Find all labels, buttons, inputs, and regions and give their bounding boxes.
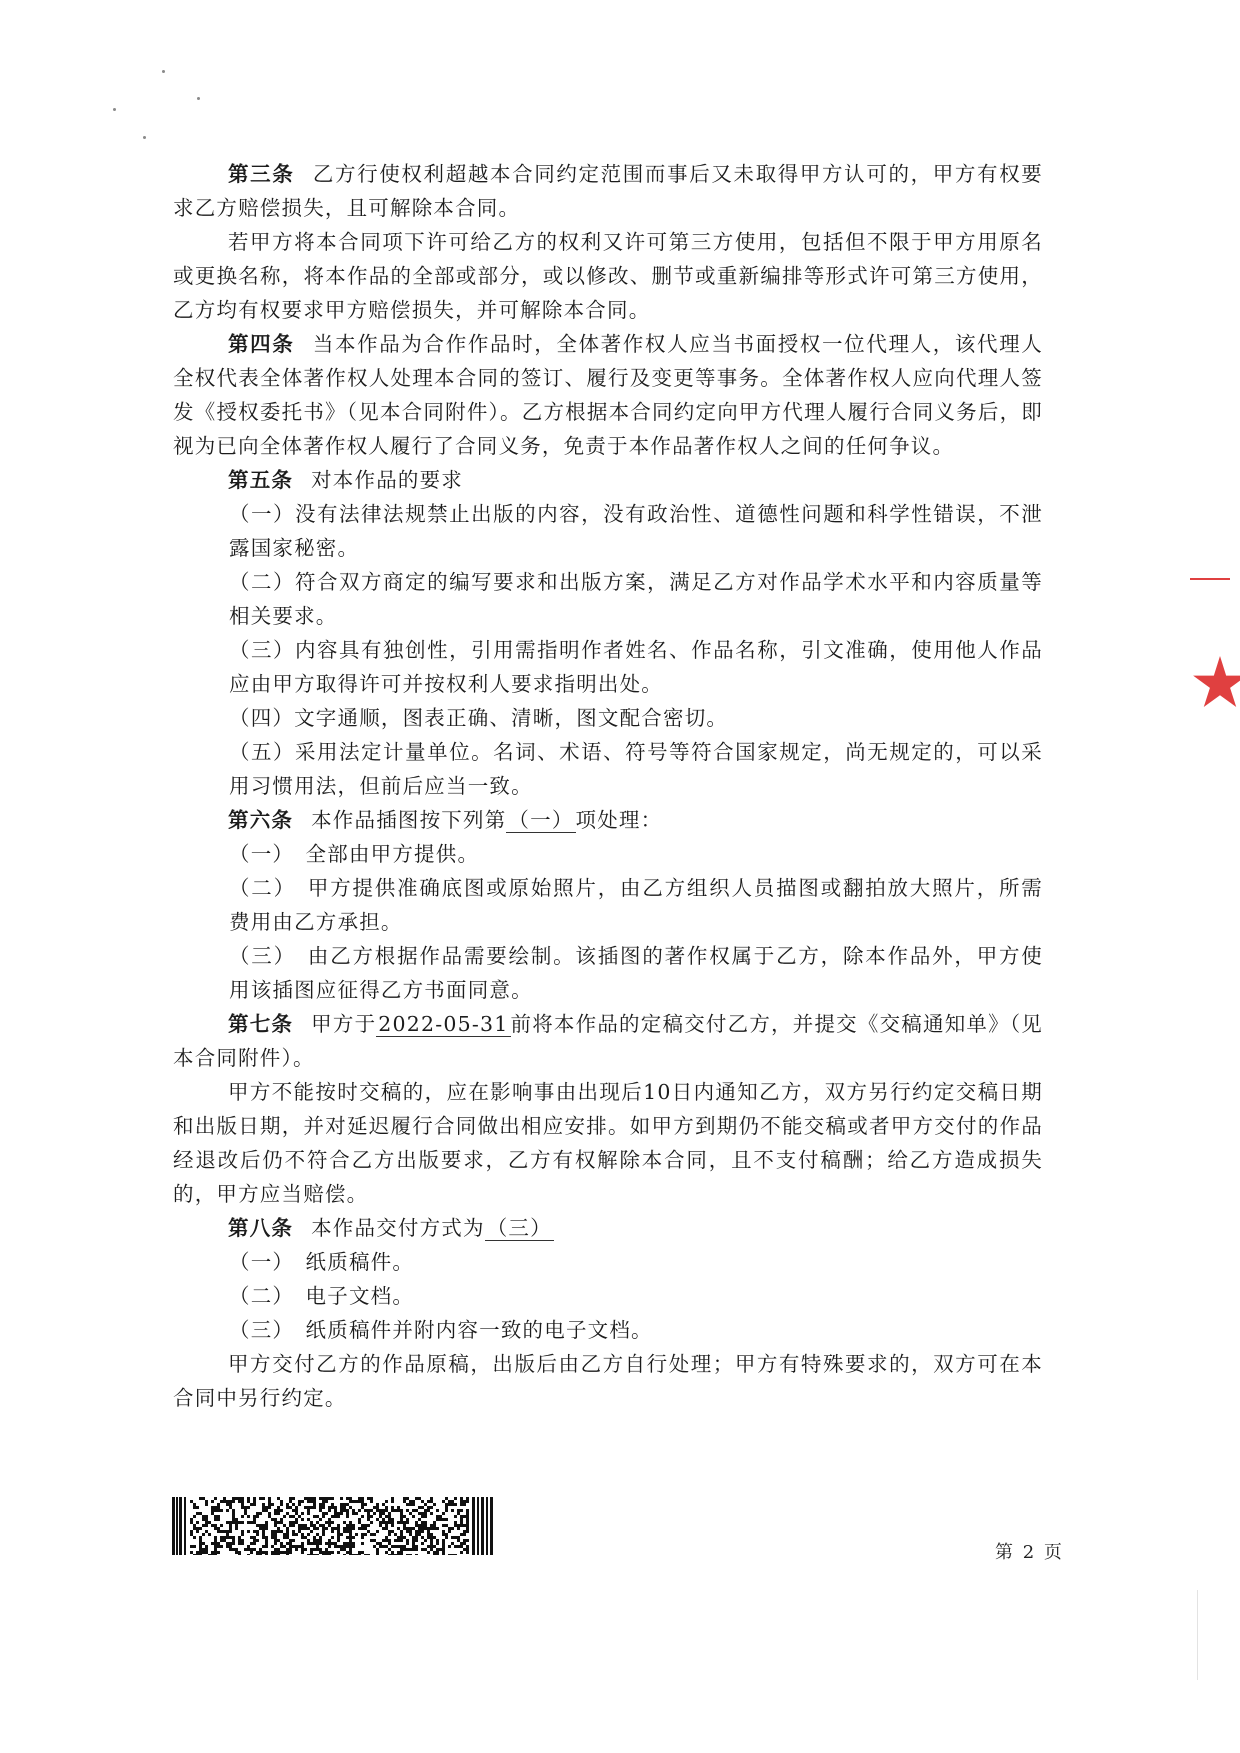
- article-label: 第七条: [228, 1012, 294, 1036]
- contract-body: [173, 157, 1043, 1415]
- filled-date: 2022-05-31: [378, 1012, 509, 1036]
- article-6: [173, 803, 1043, 837]
- article-3: [173, 157, 1043, 225]
- article-7: [173, 1007, 1043, 1075]
- filled-choice: （一）: [508, 808, 574, 832]
- scan-speck: [113, 108, 116, 111]
- article-label: 第四条: [228, 332, 295, 356]
- article-4: [173, 327, 1043, 463]
- article-5-item: （三）内容具有独创性，引用需指明作者姓名、作品名称，引文准确，使用他人作品应由甲方取得许可并按权利人要求指明出处。: [229, 638, 1043, 696]
- article-8-paragraph: 甲方交付乙方的作品原稿，出版后由乙方自行处理；甲方有特殊要求的，双方可在本合同中另行约定。: [173, 1352, 1043, 1410]
- article-8-item: （二） 电子文档。: [229, 1284, 415, 1308]
- article-6-item: （一） 全部由甲方提供。: [229, 842, 480, 866]
- scan-speck: [143, 136, 146, 139]
- filled-choice: （三）: [486, 1216, 552, 1240]
- article-text: 本作品插图按下列第: [311, 808, 507, 832]
- article-text: 前将本作品的定稿交付乙方，并提交《交稿通知单》（见本合同附件）。: [173, 1012, 1044, 1070]
- article-8-item: （一） 纸质稿件。: [229, 1250, 415, 1274]
- article-text: 甲方于: [311, 1012, 377, 1036]
- article-text: 本作品交付方式为: [311, 1216, 485, 1240]
- page-number: 第 2 页: [995, 1542, 1064, 1563]
- article-label: 第六条: [228, 808, 294, 832]
- article-5-item: （四）文字通顺，图表正确、清晰，图文配合密切。: [229, 706, 729, 730]
- article-6-item: （二） 甲方提供准确底图或原始照片，由乙方组织人员描图或翻拍放大照片，所需费用由乙方承担。: [229, 876, 1043, 934]
- seal-star-icon: [1192, 656, 1240, 712]
- scan-edge-line: [1197, 1590, 1198, 1680]
- barcode: [172, 1497, 494, 1555]
- article-5-item: （五）采用法定计量单位。名词、术语、符号等符合国家规定，尚无规定的，可以采用习惯用法，但前后应当一致。: [229, 740, 1043, 798]
- article-8-item: （三） 纸质稿件并附内容一致的电子文档。: [229, 1318, 653, 1342]
- scan-speck: [162, 70, 165, 73]
- seal-edge: [1190, 578, 1230, 580]
- article-5: [173, 463, 1043, 497]
- article-5-item: （一）没有法律法规禁止出版的内容，没有政治性、道德性问题和科学性错误，不泄露国家秘密。: [229, 502, 1043, 560]
- article-text: 项处理：: [575, 808, 663, 832]
- article-7-paragraph: 甲方不能按时交稿的，应在影响事由出现后10日内通知乙方，双方另行约定交稿日期和出版日期，并对延迟履行合同做出相应安排。如甲方到期仍不能交稿或者甲方交付的作品经退改后仍不符合乙方出版要求，乙方有权解除本合同，且不支付稿酬；给乙方造成损失的，甲方应当赔偿。: [173, 1080, 1043, 1206]
- red-seal-partial: [1180, 578, 1240, 828]
- article-label: 第三条: [228, 162, 295, 186]
- article-label: 第八条: [228, 1216, 294, 1240]
- article-5-item: （二）符合双方商定的编写要求和出版方案，满足乙方对作品学术水平和内容质量等相关要求。: [229, 570, 1043, 628]
- article-3-paragraph: 若甲方将本合同项下许可给乙方的权利又许可第三方使用，包括但不限于甲方用原名或更换名称，将本作品的全部或部分，或以修改、删节或重新编排等形式许可第三方使用，乙方均有权要求甲方赔偿损失，并可解除本合同。: [173, 230, 1043, 322]
- article-6-item: （三） 由乙方根据作品需要绘制。该插图的著作权属于乙方，除本作品外，甲方使用该插图应征得乙方书面同意。: [229, 944, 1043, 1002]
- article-8: [173, 1211, 1043, 1245]
- article-text: 乙方行使权利超越本合同约定范围而事后又未取得甲方认可的，甲方有权要求乙方赔偿损失，且可解除本合同。: [173, 162, 1043, 220]
- article-text: 当本作品为合作作品时，全体著作权人应当书面授权一位代理人，该代理人全权代表全体著作权人处理本合同的签订、履行及变更等事务。全体著作权人应向代理人签发《授权委托书》（见本合同附件）。乙方根据本合同约定向甲方代理人履行合同义务后，即视为已向全体著作权人履行了合同义务，免责于本作品著作权人之间的任何争议。: [173, 332, 1043, 458]
- article-label: 第五条: [228, 468, 294, 492]
- article-text: 对本作品的要求: [311, 468, 464, 492]
- scan-speck: [197, 97, 200, 100]
